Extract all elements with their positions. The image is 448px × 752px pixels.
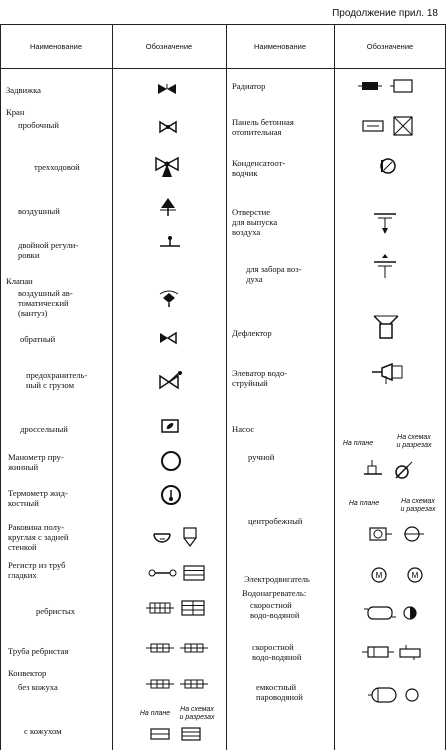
gate-valve-icon — [156, 82, 178, 96]
water-heater-fast-1-icon — [362, 604, 420, 622]
electric-motor-icon — [370, 566, 426, 584]
throttle-valve-icon — [160, 418, 182, 434]
check-valve-icon — [158, 331, 178, 345]
label-elektrodv: Электродвигатель — [244, 574, 310, 584]
table-head-rule — [0, 68, 446, 69]
label-deflektor: Дефлектор — [232, 328, 272, 338]
col-header-symbol-1: Обозначение — [145, 42, 193, 51]
col-header-name-1: Наименование — [30, 42, 82, 51]
caption-na-plane-centrif: На плане — [348, 500, 380, 507]
motor-letter-plan: M — [375, 571, 383, 580]
centrifugal-pump-icon — [368, 524, 426, 544]
label-nasos: Насос — [232, 424, 255, 434]
caption-na-shemah-pump: На схемах и разрезах — [396, 434, 432, 449]
caption-na-plane-pump: На плане — [342, 440, 374, 447]
finned-tube-icon — [146, 642, 208, 654]
label-klapan: Клапан — [6, 276, 33, 286]
caption-na-plane-convector: На плане — [139, 710, 171, 717]
caption-na-shemah-convector: На схемах и разрезах — [179, 706, 215, 721]
table-right-rule — [445, 24, 446, 750]
plug-valve-icon — [158, 120, 178, 134]
convector-open-icon — [146, 678, 208, 690]
col-divider-1 — [112, 24, 113, 750]
label-otverstie: Отверстие для выпуска воздуха — [232, 207, 278, 237]
label-vozd-avt: воздушный ав- томатический (вантуз) — [18, 288, 73, 318]
label-skor1: скоростной водо-водяной — [250, 600, 300, 620]
label-panel: Панель бетонная отопительная — [232, 117, 294, 137]
label-bez-kozhuha: без кожуха — [18, 682, 58, 692]
label-kran: Кран — [6, 107, 25, 117]
col-header-name-2: Наименование — [254, 42, 306, 51]
label-dvoynoy: двойной регули- ровки — [18, 240, 79, 260]
water-heater-fast-2-icon — [362, 644, 424, 660]
caption-na-shemah-centrif: На схемах и разрезах — [400, 498, 436, 513]
label-termometr: Термометр жид- костный — [8, 488, 68, 508]
label-centrob: центробежный — [248, 516, 303, 526]
water-jet-elevator-icon — [372, 362, 406, 386]
continuation-header: Продолжение прил. 18 — [332, 8, 438, 19]
label-konvektor: Конвектор — [8, 668, 47, 678]
table-left-rule — [0, 24, 1, 750]
motor-letter-scheme: M — [411, 571, 419, 580]
label-truba-rebr: Труба ребристая — [8, 646, 69, 656]
sink-icon — [150, 526, 202, 550]
concrete-panel-icon — [362, 116, 418, 136]
label-skor2: скоростной водо-водяной — [252, 642, 302, 662]
label-elevator: Элеватор водо- струйный — [232, 368, 288, 388]
steam-trap-icon — [378, 156, 398, 176]
label-manometr: Манометр пру- жинный — [8, 452, 64, 472]
label-vozdushny: воздушный — [18, 206, 60, 216]
safety-valve-icon — [158, 370, 184, 392]
three-way-valve-icon — [154, 154, 180, 178]
air-exhaust-opening-icon — [372, 210, 398, 236]
deflector-icon — [372, 314, 402, 340]
storage-steam-heater-icon — [368, 684, 424, 706]
manometer-icon — [160, 450, 182, 472]
col-divider-2 — [226, 24, 227, 750]
label-obratny: обратный — [20, 334, 56, 344]
smooth-tube-register-icon — [148, 565, 208, 581]
label-drosselny: дроссельный — [20, 424, 68, 434]
air-valve-icon — [158, 196, 178, 218]
convector-cased-icon — [150, 727, 210, 741]
table-top-rule — [0, 24, 446, 25]
label-trehhodovoy: трехходовой — [34, 162, 80, 172]
label-emkost: емкостный пароводяной — [256, 682, 303, 702]
label-kondensat: Конденсатоот- водчик — [232, 158, 286, 178]
label-zadvizhka: Задвижка — [6, 85, 41, 95]
label-zabor: для забора воз- духа — [246, 264, 302, 284]
finned-tube-register-icon — [146, 600, 208, 616]
thermometer-icon — [160, 484, 182, 506]
label-radiator: Радиатор — [232, 81, 266, 91]
col-divider-3 — [334, 24, 335, 750]
label-probochny: пробочный — [18, 120, 59, 130]
radiator-icon — [358, 78, 416, 94]
hand-pump-icon — [362, 458, 418, 482]
air-intake-opening-icon — [372, 254, 398, 280]
label-predohr: предохранитель- ный с грузом — [26, 370, 88, 390]
label-s-kozhuhom: с кожухом — [24, 726, 62, 736]
auto-air-valve-icon — [158, 290, 180, 308]
label-rakovina: Раковина полу- круглая с задней стенкой — [8, 522, 69, 552]
col-header-symbol-2: Обозначение — [366, 42, 414, 51]
double-adjust-valve-icon — [160, 234, 180, 250]
label-ruchnoy: ручной — [248, 452, 275, 462]
label-registr: Регистр из труб гладких — [8, 560, 66, 580]
label-vodonagrev: Водонагреватель: — [242, 588, 307, 598]
label-rebristyh: ребристых — [36, 606, 76, 616]
